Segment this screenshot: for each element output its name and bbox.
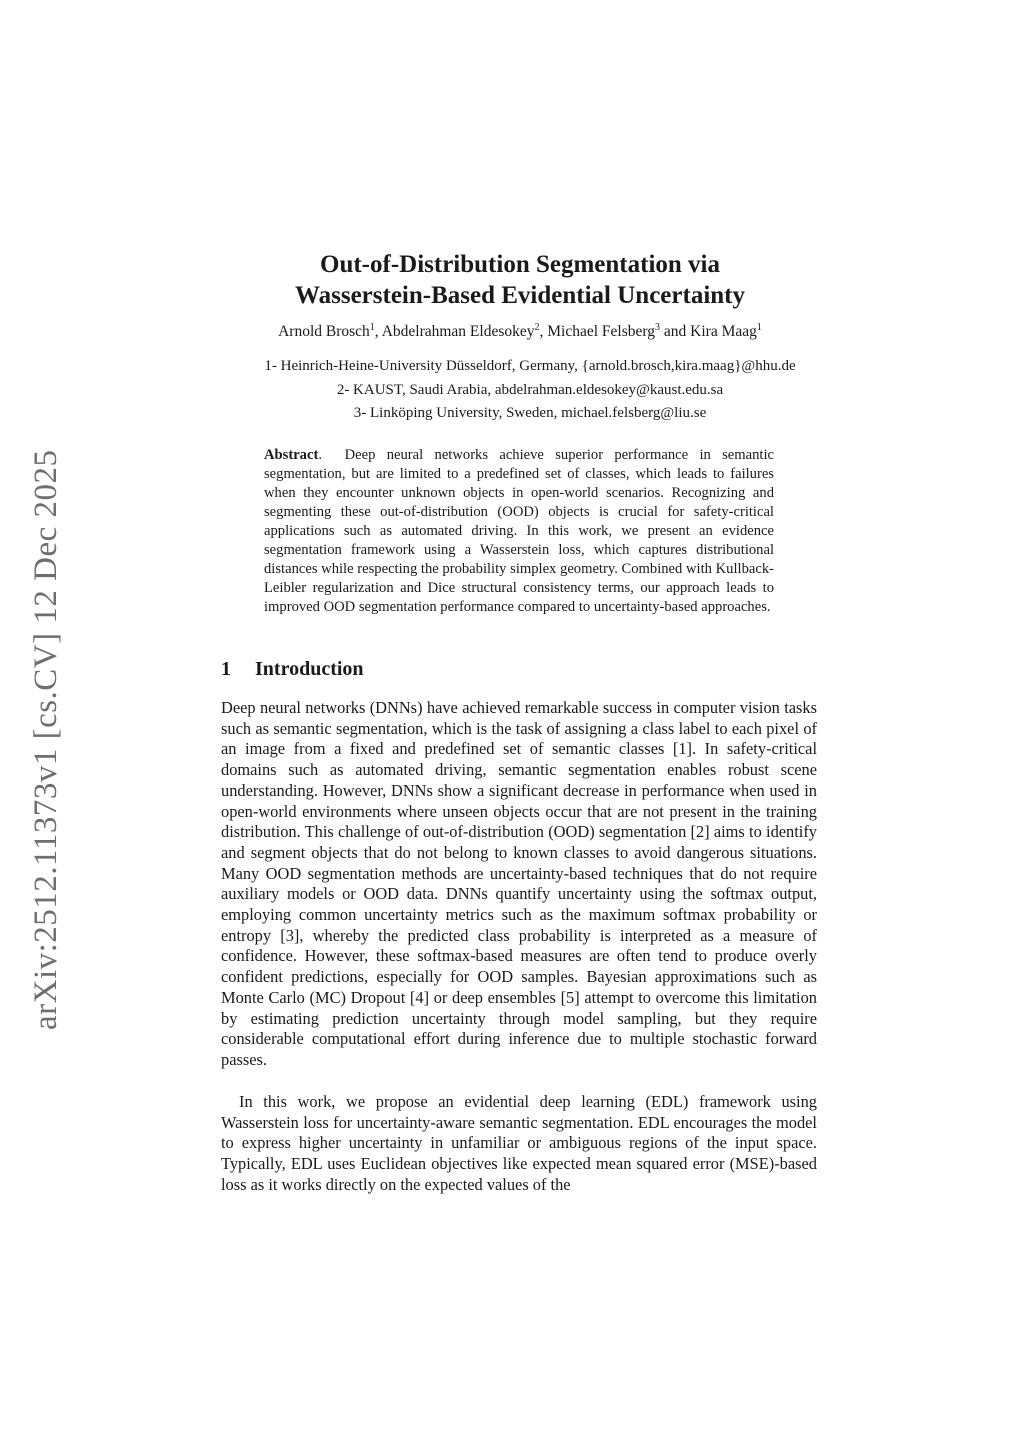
author-separator: and bbox=[660, 323, 691, 340]
affiliation-1: 1- Heinrich-Heine-University Düsseldorf, Germany, {arnold.brosch,kira.maag}@hhu.de bbox=[264, 358, 796, 374]
section-heading-introduction bbox=[221, 656, 364, 682]
body-paragraph: Deep neural networks (DNNs) have achieved remarkable success in computer vision tasks such as semantic segmentation, which is the task of assigning a class label to each pixel of an image from a fixed and predefined set of semantic classes [1]. In safety-critical domains such as automated driving, semantic segmentation enables robust scene understanding. However, DNNs show a significant decrease in performance when used in open-world environments where unseen objects occur that are not present in the training distribution. This challenge of out-of-distribution (OOD) segmentation [2] aims to identify and segment objects that do not belong to known classes to avoid dangerous situations. Many OOD segmentation methods are uncertainty-based techniques that do not require auxiliary models or OOD data. DNNs quantify uncertainty using the softmax output, employing common uncertainty metrics such as the maximum softmax probability or entropy [3], whereby the predicted class probability is interpreted as a measure of confidence. However, these softmax-based measures are often tend to produce overly confident predictions, especially for OOD samples. Bayesian approximations such as Monte Carlo (MC) Dropout [4] or deep ensembles [5] attempt to overcome this limitation by estimating prediction uncertainty through model sampling, but they require considerable computational effort during inference due to multiple stochastic forward passes. bbox=[221, 698, 817, 1069]
paper-title-line-1: Out-of-Distribution Segmentation via bbox=[320, 251, 720, 278]
abstract-heading: Abstract bbox=[264, 447, 319, 463]
abstract-block bbox=[264, 446, 774, 617]
abstract-text: Deep neural networks achieve superior performance in semantic segmentation, but are limited to a predefined set of classes, which leads to failures when they encounter unknown objects in open-world scenarios. Recognizing and segmenting these out-of-distribution (OOD) objects is crucial for safety-critical applications such as automated driving. In this work, we present an evidence segmentation framework using a Wasserstein loss, which captures distributional distances while respecting the probability simplex geometry. Combined with Kullback-Leibler regularization and Dice structural consistency terms, our approach leads to improved OOD segmentation performance compared to uncertainty-based approaches. bbox=[264, 447, 774, 615]
author-name: Michael Felsberg bbox=[547, 323, 656, 340]
author-separator: , bbox=[539, 323, 548, 340]
affiliation-3: 3- Linköping University, Sweden, michael.felsberg@liu.se bbox=[353, 405, 707, 421]
affiliation-mark: 3 bbox=[655, 321, 661, 333]
author-separator: , bbox=[374, 323, 382, 340]
author-name: Arnold Brosch bbox=[278, 323, 370, 340]
section-number: 1 bbox=[221, 658, 231, 680]
author-name: Kira Maag bbox=[690, 323, 757, 340]
abstract-heading-period: . bbox=[318, 447, 345, 463]
paper-title-line-2: Wasserstein-Based Evidential Uncertainty bbox=[295, 282, 745, 309]
author-list bbox=[180, 322, 860, 342]
body-paragraph: In this work, we propose an evidential deep learning (EDL) framework using Wasserstein loss for uncertainty-aware semantic segmentation. EDL encourages the model to express higher uncertainty in unfamiliar or ambiguous regions of the input space. Typically, EDL uses Euclidean objectives like expected mean squared error (MSE)-based loss as it works directly on the expected values of the bbox=[221, 1092, 817, 1194]
affiliation-mark: 2 bbox=[534, 321, 540, 333]
affiliation-mark: 1 bbox=[369, 321, 375, 333]
affiliation-mark: 1 bbox=[756, 321, 762, 333]
section-title: Introduction bbox=[255, 658, 364, 680]
affiliation-2: 2- KAUST, Saudi Arabia, abdelrahman.eldesokey@kaust.edu.sa bbox=[336, 382, 724, 398]
arxiv-identifier-stamp: arXiv:2512.11373v1 [cs.CV] 12 Dec 2025 bbox=[28, 449, 64, 1030]
author-name: Abdelrahman Eldesokey bbox=[381, 323, 535, 340]
